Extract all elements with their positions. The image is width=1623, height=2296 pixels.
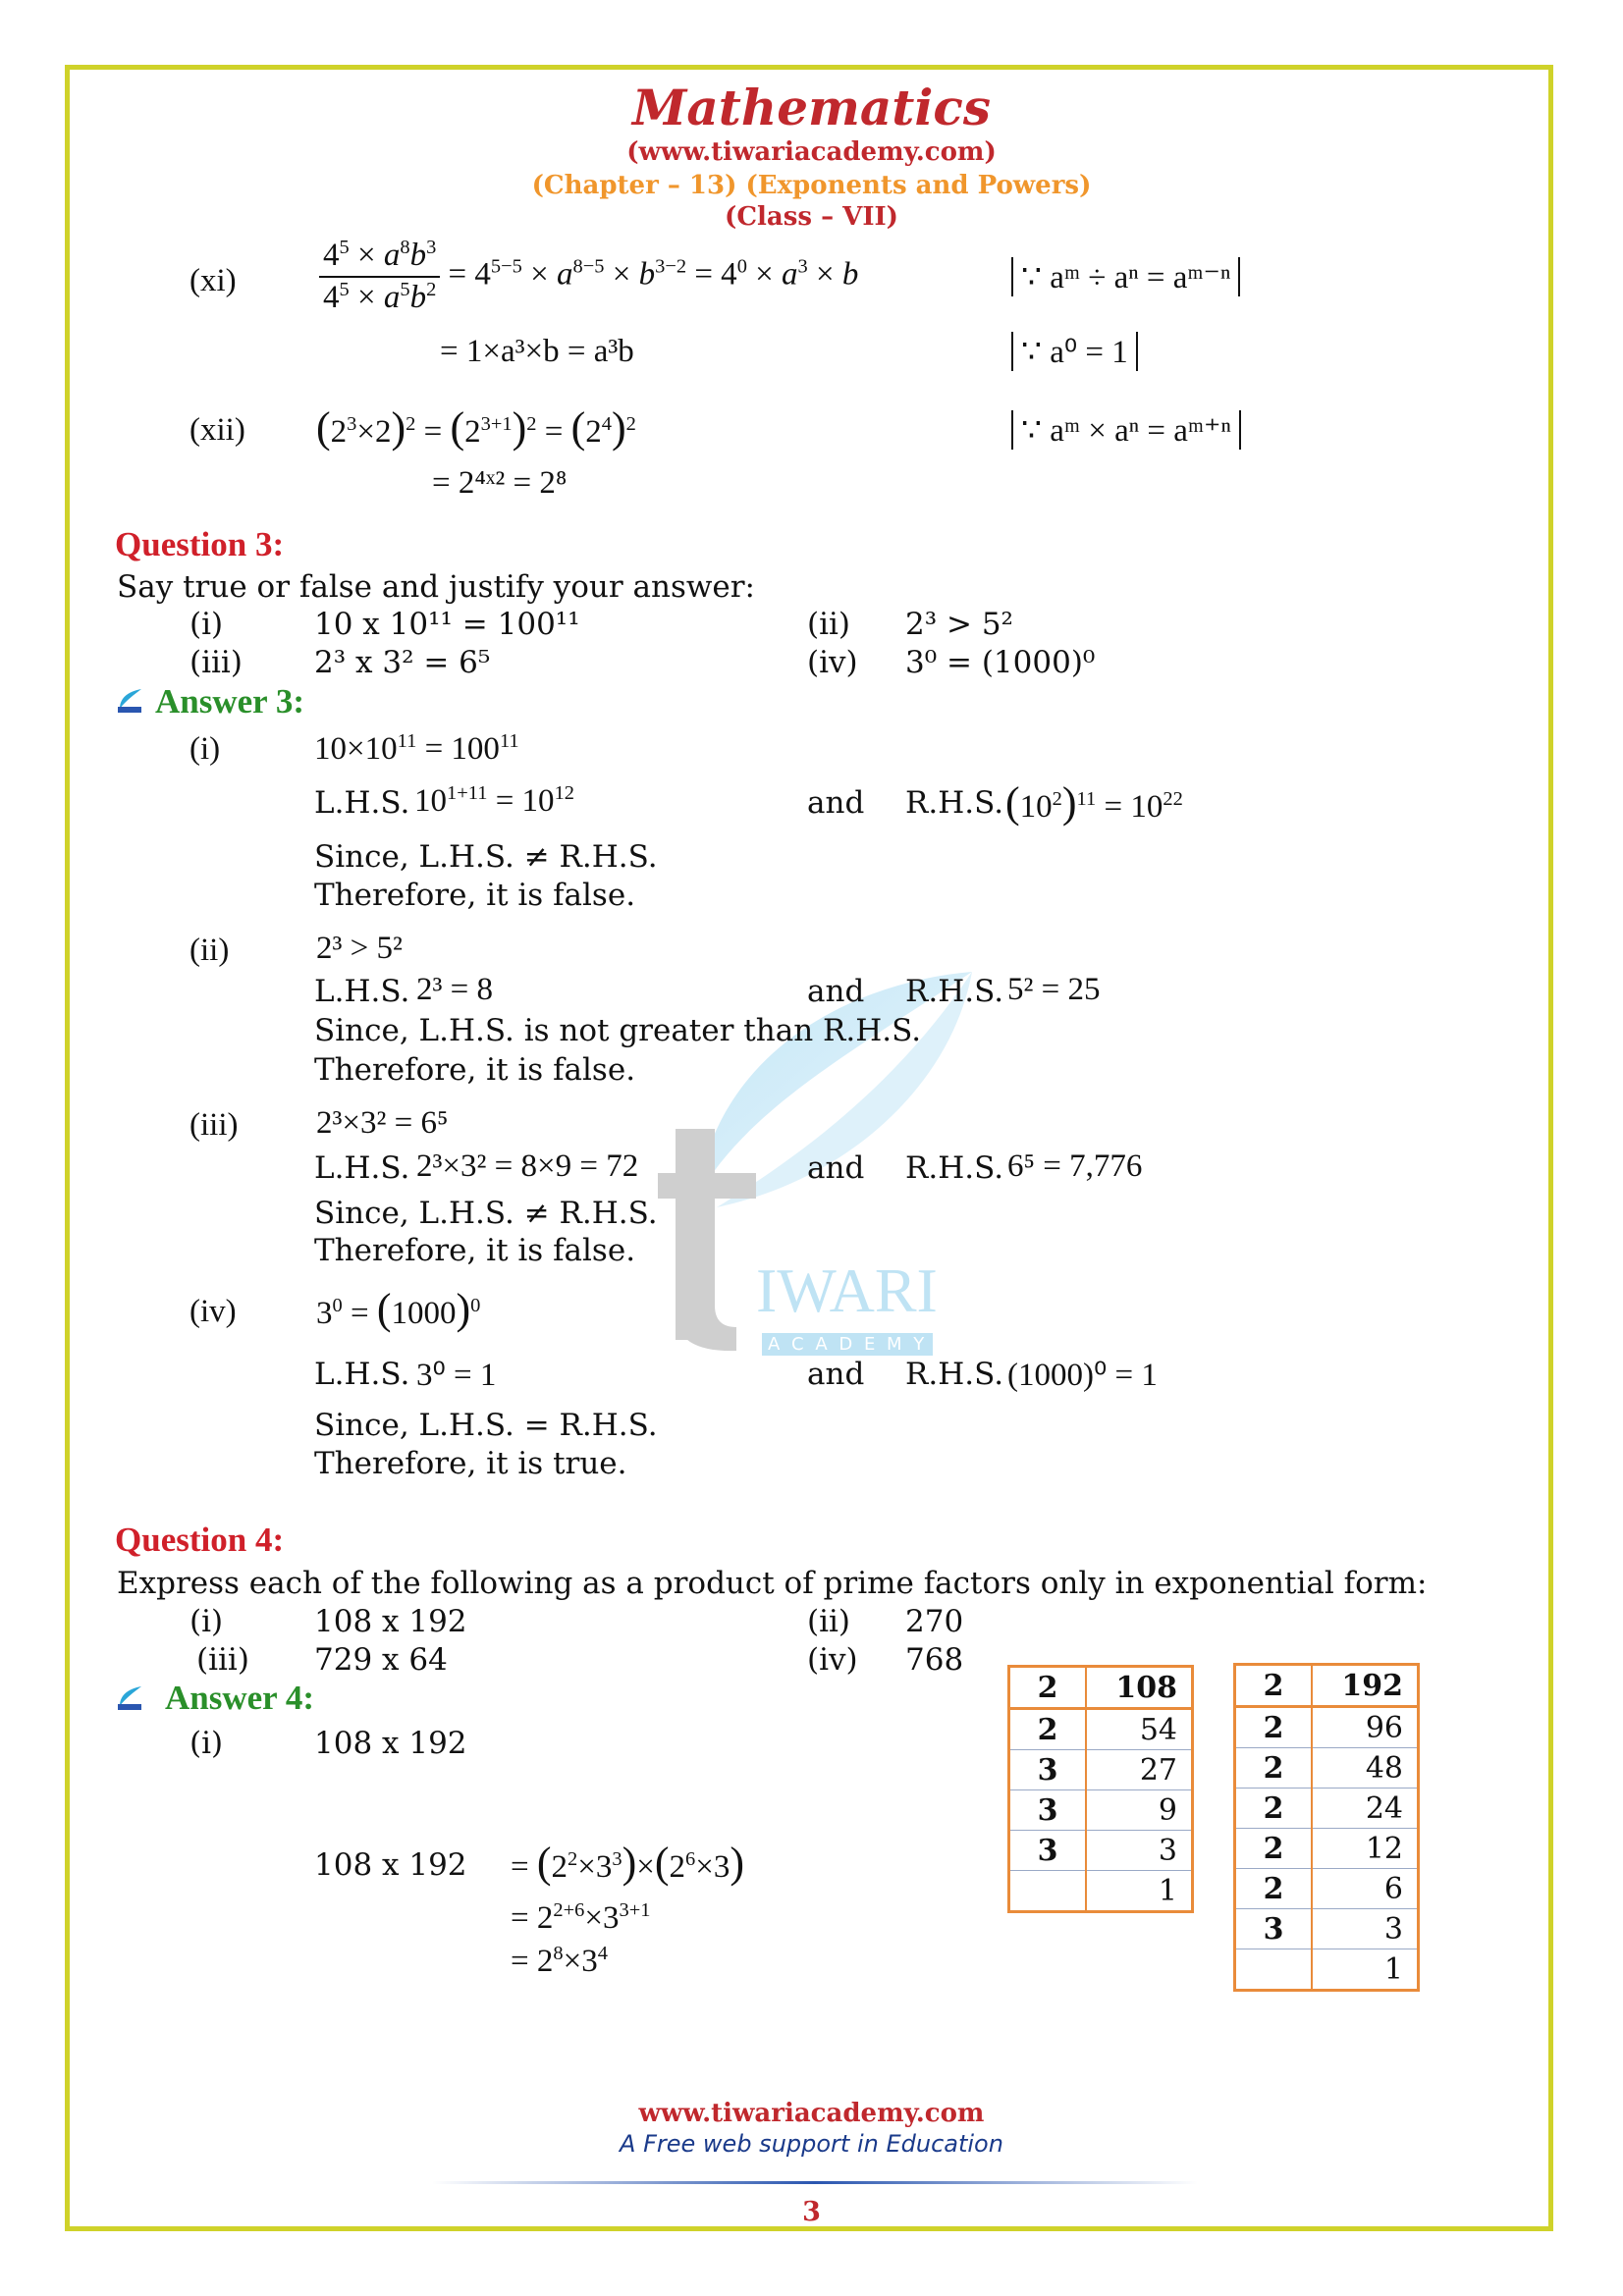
a3-part-statement: 2³×3² = 6⁵ <box>316 1105 449 1141</box>
q4-item-label: (i) <box>189 1604 224 1639</box>
table-row <box>1235 1789 1419 1829</box>
page-title: Mathematics <box>632 79 991 136</box>
divisor-cell: 2 <box>1235 1829 1313 1869</box>
q4-item-label: (iii) <box>196 1642 249 1678</box>
part-xii-equation: $(2^3\times 2)^2 = (2^{3+1})^2 = (2^4)^2$ <box>316 403 636 452</box>
table-row <box>1235 1909 1419 1949</box>
a3-since: Since, L.H.S. is not greater than R.H.S. <box>314 1013 922 1048</box>
quotient-cell: 3 <box>1086 1831 1193 1871</box>
table-row <box>1235 1707 1419 1748</box>
footer-tagline: A Free web support in Education <box>620 2130 1003 2158</box>
a3-and: and <box>807 1150 865 1186</box>
prime-factor-table-192 <box>1233 1663 1420 1992</box>
table-row <box>1009 1831 1193 1871</box>
q3-item-expr: 2³ x 3² = 6⁵ <box>314 645 491 680</box>
a3-lhs-value: 2³×3² = 8×9 = 72 <box>416 1148 639 1184</box>
divisor-cell: 3 <box>1009 1790 1087 1831</box>
q3-item-expr: 10 x 10¹¹ = 100¹¹ <box>314 607 580 642</box>
a3-since: Since, L.H.S. = R.H.S. <box>314 1408 658 1443</box>
q3-item-expr: 3⁰ = (1000)⁰ <box>905 645 1096 680</box>
question-4-prompt: Express each of the following as a product of prime factors only in exponential form: <box>117 1566 1428 1601</box>
a3-since: Since, L.H.S. ≠ R.H.S. <box>314 1196 658 1231</box>
a3-since: Since, L.H.S. ≠ R.H.S. <box>314 839 658 875</box>
a3-rhs-value: $(10^2)^{11} = 10^{22}$ <box>1005 778 1183 827</box>
table-row <box>1009 1790 1193 1831</box>
a3-and: and <box>807 974 865 1009</box>
a3-lhs-label: L.H.S. <box>314 785 410 821</box>
divisor-cell <box>1009 1871 1087 1912</box>
a3-part-label: (ii) <box>189 933 230 968</box>
q3-item-label: (ii) <box>807 607 851 642</box>
q3-item-label: (iv) <box>807 645 858 680</box>
part-xii-rule: ∵ aᵐ × aⁿ = aᵐ⁺ⁿ <box>1011 410 1241 450</box>
q4-item-expr: 270 <box>905 1604 964 1639</box>
a3-part-statement: 2³ > 5² <box>316 931 403 966</box>
quotient-cell: 24 <box>1312 1789 1419 1829</box>
a3-lhs-value: $10^{1+11} = 10^{12}$ <box>414 782 574 819</box>
divisor-cell: 2 <box>1235 1748 1313 1789</box>
page-number: 3 <box>802 2197 821 2227</box>
divisor-cell: 3 <box>1009 1831 1087 1871</box>
quotient-cell: 1 <box>1158 1873 1177 1908</box>
a3-and: and <box>807 785 865 821</box>
answer-4-heading: Answer 4: <box>165 1679 314 1717</box>
header-class: (Class – VII) <box>725 202 898 232</box>
a4-part-expr: 108 x 192 <box>314 1726 467 1761</box>
table-row <box>1235 1949 1419 1991</box>
q4-item-expr: 108 x 192 <box>314 1604 467 1639</box>
part-xi-label: (xi) <box>189 263 237 298</box>
a3-lhs-label: L.H.S. <box>314 1150 410 1186</box>
a4-step2: = $2^{2+6}\times 3^{3+1}$ <box>511 1899 651 1936</box>
footer-website-link[interactable]: www.tiwariacademy.com <box>638 2099 985 2128</box>
header-chapter: (Chapter – 13) (Exponents and Powers) <box>531 171 1092 200</box>
header-website: (www.tiwariacademy.com) <box>626 137 997 167</box>
part-xii-result: = 2⁴ˣ² = 2⁸ <box>432 465 568 501</box>
table-row <box>1235 1869 1419 1909</box>
quotient-cell: 192 <box>1312 1665 1419 1707</box>
table-row <box>1009 1709 1193 1750</box>
watermark-text: IWARI <box>756 1255 938 1325</box>
divisor-cell: 2 <box>1235 1665 1313 1707</box>
footer-divider <box>432 2181 1198 2184</box>
quotient-cell: 27 <box>1086 1750 1193 1790</box>
answer-3-heading: Answer 3: <box>155 682 304 721</box>
a3-lhs-label: L.H.S. <box>314 974 410 1009</box>
question-4-heading: Question 4: <box>115 1521 285 1559</box>
q4-item-expr: 768 <box>905 1642 964 1678</box>
tiwari-leaf-icon <box>116 687 143 715</box>
divisor-cell: 2 <box>1009 1709 1087 1750</box>
a3-lhs-value: 3⁰ = 1 <box>416 1358 497 1393</box>
quotient-cell: 108 <box>1086 1667 1193 1709</box>
part-xi-rule1: ∵ aᵐ ÷ aⁿ = aᵐ⁻ⁿ <box>1011 257 1240 296</box>
quotient-cell: 1 <box>1383 1951 1403 1987</box>
a3-rhs-label: R.H.S. <box>905 1357 1004 1392</box>
prime-factor-table-108 <box>1007 1665 1194 1913</box>
divisor-cell: 3 <box>1009 1750 1087 1790</box>
q3-item-expr: 2³ > 5² <box>905 607 1013 642</box>
divisor-cell: 2 <box>1235 1707 1313 1748</box>
a4-step3: = $2^8\times 3^4$ <box>511 1943 608 1979</box>
table-row <box>1009 1667 1193 1709</box>
a3-therefore: Therefore, it is true. <box>314 1446 627 1481</box>
a3-rhs-label: R.H.S. <box>905 974 1004 1009</box>
part-xi-equation: $\frac{4^5 \times a^8b^3}{4^5 \times a^5b^2}$ = $4^{5-5} \times a^{8-5} \times b^{3-2} = 4^0 \times a^3 \times b$ <box>319 238 858 316</box>
table-row <box>1009 1750 1193 1790</box>
q4-item-label: (ii) <box>807 1604 851 1639</box>
divisor-cell: 3 <box>1235 1909 1313 1949</box>
a3-part-statement: $10\times 10^{11} = 100^{11}$ <box>314 730 519 767</box>
table-row <box>1235 1665 1419 1707</box>
a3-therefore: Therefore, it is false. <box>314 1233 636 1268</box>
quotient-cell: 9 <box>1086 1790 1193 1831</box>
q3-item-label: (i) <box>189 607 224 642</box>
a3-and: and <box>807 1357 865 1392</box>
divisor-cell <box>1235 1949 1313 1991</box>
a3-rhs-label: R.H.S. <box>905 785 1004 821</box>
a3-therefore: Therefore, it is false. <box>314 878 636 913</box>
divisor-cell: 2 <box>1235 1869 1313 1909</box>
question-3-prompt: Say true or false and justify your answer: <box>117 569 756 605</box>
a3-rhs-value: 6⁵ = 7,776 <box>1007 1148 1143 1184</box>
quotient-cell: 12 <box>1312 1829 1419 1869</box>
a3-rhs-value: (1000)⁰ = 1 <box>1007 1358 1158 1393</box>
a3-lhs-label: L.H.S. <box>314 1357 410 1392</box>
question-3-heading: Question 3: <box>115 525 285 563</box>
q4-item-label: (iv) <box>807 1642 858 1678</box>
a3-part-statement: $3^0 = (1000)^0$ <box>316 1285 481 1333</box>
watermark-subtext: A C A D E M Y <box>762 1333 933 1356</box>
divisor-cell: 2 <box>1009 1667 1087 1709</box>
part-xi-result: = 1×a³×b = a³b <box>440 334 634 369</box>
quotient-cell: 6 <box>1312 1869 1419 1909</box>
a3-rhs-label: R.H.S. <box>905 1150 1004 1186</box>
a3-part-label: (iii) <box>189 1107 239 1143</box>
a4-part-label: (i) <box>189 1726 224 1761</box>
table-row <box>1009 1871 1193 1912</box>
a4-lhs: 108 x 192 <box>314 1847 467 1883</box>
part-xi-rule2: ∵ a⁰ = 1 <box>1011 332 1138 371</box>
a3-part-label: (iv) <box>189 1294 237 1329</box>
quotient-cell: 96 <box>1312 1707 1419 1748</box>
a3-part-label: (i) <box>189 731 221 767</box>
a3-rhs-value: 5² = 25 <box>1007 972 1101 1007</box>
table-row <box>1235 1748 1419 1789</box>
divisor-cell: 2 <box>1235 1789 1313 1829</box>
a3-lhs-value: 2³ = 8 <box>416 972 494 1007</box>
a4-step1: = $(2^2\times 3^3)\times(2^6\times 3)$ <box>511 1839 745 1887</box>
q4-item-expr: 729 x 64 <box>314 1642 448 1678</box>
quotient-cell: 54 <box>1086 1709 1193 1750</box>
table-row <box>1235 1829 1419 1869</box>
tiwari-leaf-icon <box>116 1684 143 1712</box>
quotient-cell: 48 <box>1312 1748 1419 1789</box>
q3-item-label: (iii) <box>189 645 243 680</box>
quotient-cell: 3 <box>1312 1909 1419 1949</box>
a3-therefore: Therefore, it is false. <box>314 1052 636 1088</box>
part-xii-label: (xii) <box>189 412 245 448</box>
